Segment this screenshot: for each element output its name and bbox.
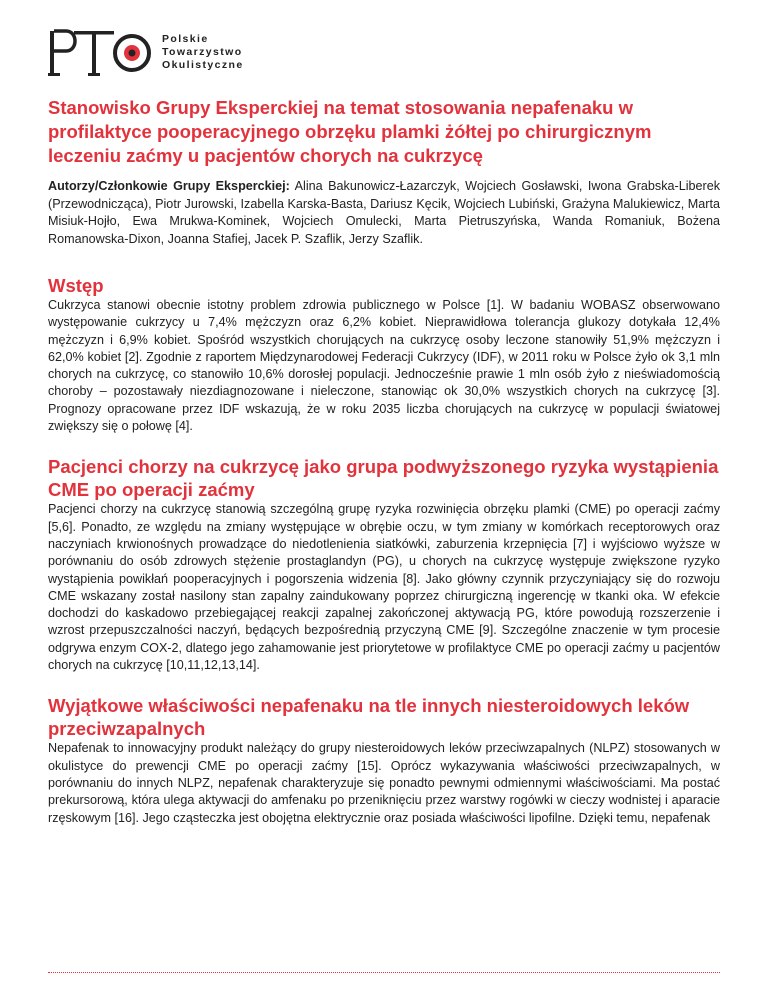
section-text-nepafenac: Nepafenak to innowacyjny produkt należący do grupy niesteroidowych leków przeciwzapalnych (NLPZ) stosowanych w okulistyce do prewencji CME po operacji zaćmy [15]. Oprócz wykazywania właściwości przeciwzapalnych, w porównaniu do innych NLPZ, nepafenak charakteryzuje się ponadto pewnymi odmiennymi właściwościami. Ma postać prekursorową, która ulega aktywacji do amfenaku po przeniknięciu przez warstwy rogówki w cieczy wodnistej i aparacie rzęskowym [16]. Jego cząsteczka jest obojętna elektrycznie oraz posiada właściwości lipofilne. Dzięki temu, nepafenak [48,741,720,825]
authors-block [48,178,720,248]
section-heading-nepafenac: Wyjątkowe właściwości nepafenaku na tle innych niesteroidowych leków przeciwzapalnych [48,695,690,740]
section-text-diabetes-risk: Pacjenci chorzy na cukrzycę stanowią szczególną grupę ryzyka rozwinięcia obrzęku plamki (CME) po operacji zaćmy [5,6]. Ponadto, ze względu na zmiany występujące w obrębie oczu, w tym zmiany w komórkach receptorowych oraz naczyniach krwionośnych prowadzące do niedotlenienia siatkówki, zaburzenia krzepnięcia [7] i wyjściowo wyższe w porównaniu do osób zdrowych stężenie prostaglandyn (PG), u chorych na cukrzycę występuje zwiększone ryzyko wystąpienia powikłań pooperacyjnych i pogorszenia widzenia [8]. Jako główny czynnik przyczyniający się do rozwoju CME wskazany został nasilony stan zapalny zaindukowany poprzez chirurgiczną ingerencję w tkanki oka. W efekcie dochodzi do kaskadowo przebiegającej reakcji zapalnej zakończonej aktywacją PG, które powodują rozszerzenie i wzrost przepuszczalności naczyń, będących bezpośrednią przyczyną CME [9]. Szczególne znaczenie w tym procesie odgrywa enzym COX-2, dlatego jego zahamowanie jest priorytetowe w profilaktyce CME po operacji zaćmy u pacjentów chorych na cukrzycę [10,11,12,13,14]. [48,502,720,673]
authors-label: Autorzy/Członkowie Grupy Eksperckiej: [48,179,290,193]
brand-name [162,33,244,72]
document-title: Stanowisko Grupy Eksperckiej na temat stosowania nepafenaku w profilaktyce pooperacyjnego obrzęku plamki żółtej po chirurgicznym leczeniu zaćmy u pacjentów chorych na cukrzycę [48,97,652,166]
brand-line-2: Towarzystwo [162,45,243,58]
pto-logo-icon [48,25,152,79]
header [48,22,244,82]
brand-line-1: Polskie [162,32,209,45]
section-text-intro: Cukrzyca stanowi obecnie istotny problem zdrowia publicznego w Polsce [1]. W badaniu WOBASZ obserwowano występowanie cukrzycy u 7,4% mężczyzn oraz 6,2% kobiet. Nieprawidłowa tolerancja glukozy dotykała 12,4% mężczyzn i 6,9% kobiet. Spośród wszystkich chorujących na cukrzycę osoby leczone stanowiły 51,9% mężczyzn i 62,0% kobiet [2]. Zgodnie z raportem Międzynarodowej Federacji Cukrzycy (IDF), w 2011 roku w Polsce żyło ok 3,1 mln chorych na cukrzycę, co stanowiło 10,6% dorosłej populacji. Jednocześnie prawie 1 mln osób żyło z nieświadomością choroby – pozostawały niezdiagnozowane i nieleczone, stanowiąc ok 30,0% wszystkich chorych na cukrzycę [3]. Prognozy opracowane przez IDF wskazują, że w roku 2035 liczba chorujących na cukrzycę w populacji światowej zwiększy się o połowę [4]. [48,298,720,434]
footer-divider [48,972,720,973]
section-heading-diabetes-risk: Pacjenci chorzy na cukrzycę jako grupa podwyższonego ryzyka wystąpienia CME po operacji zaćmy [48,456,719,501]
brand-line-3: Okulistyczne [162,58,244,71]
section-heading-intro: Wstęp [48,275,104,296]
authors-names: Alina Bakunowicz-Łazarczyk, Wojciech Gosławski, Iwona Grabska-Liberek (Przewodnicząca), Piotr Jurowski, Izabella Karska-Basta, Dariusz Kęcik, Wojciech Lubiński, Grażyna Malukiewicz, Marta Misiuk-Hojło, Ewa Mrukwa-Kominek, Wojciech Omulecki, Marta Pietruszyńska, Wanda Romaniuk, Bożena Romanowska-Dixon, Joanna Stafiej, Jacek P. Szaflik, Jerzy Szaflik. [48,179,720,246]
document-body [48,96,720,827]
